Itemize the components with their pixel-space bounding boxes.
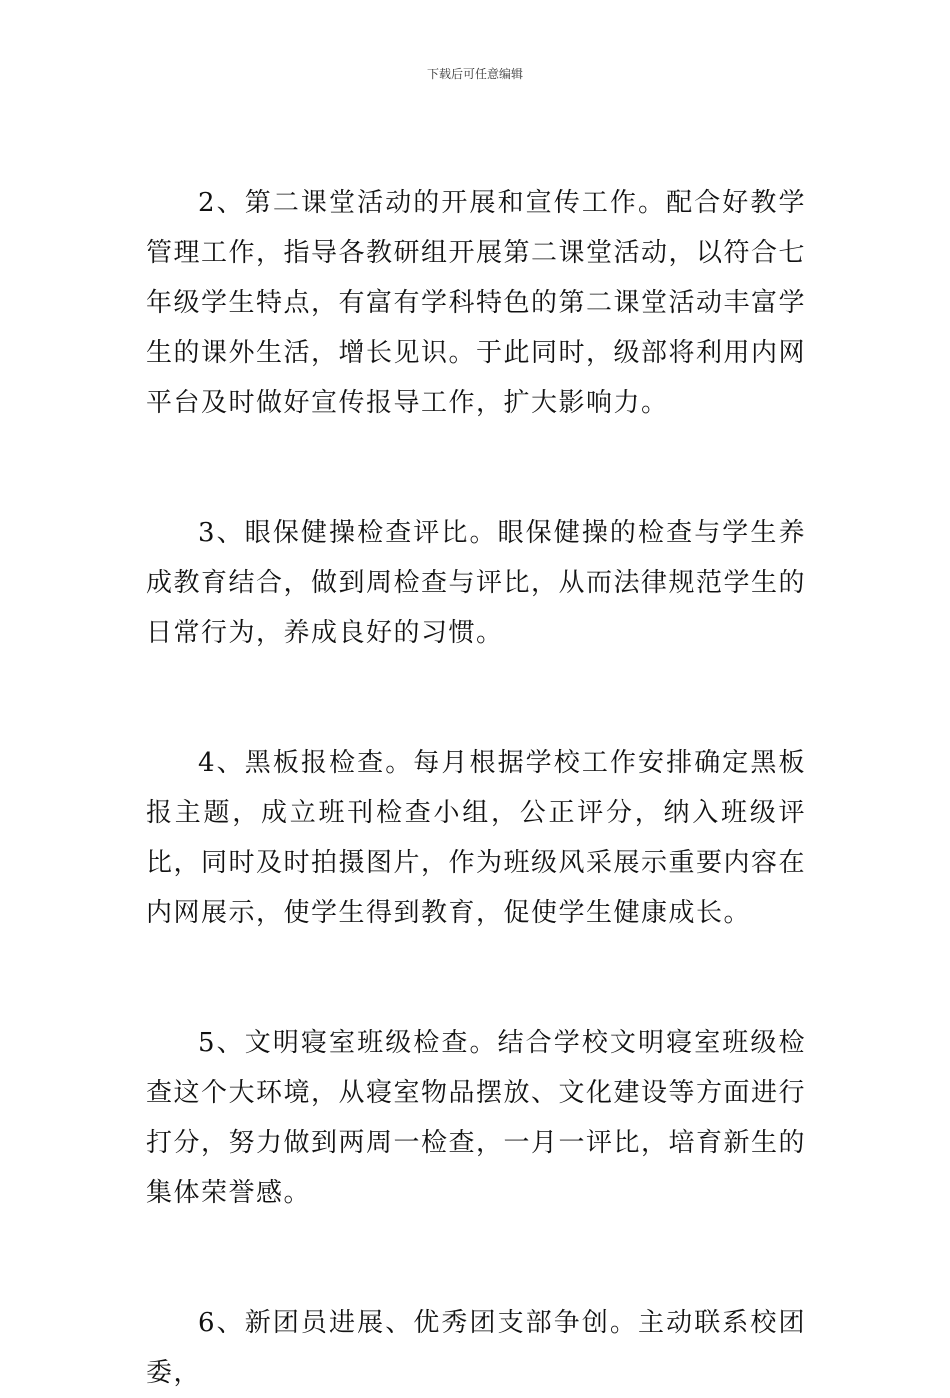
paragraph-item-2: 2、第二课堂活动的开展和宣传工作。配合好教学管理工作，指导各教研组开展第二课堂活动，以符合七年级学生特点，有富有学科特色的第二课堂活动丰富学生的课外生活，增长见识。于此同时，级部将利用内网平台及时做好宣传报导工作，扩大影响力。 <box>146 188 807 418</box>
paragraph-item-6: 6、新团员进展、优秀团支部争创。主动联系校团委， <box>146 1308 806 1388</box>
document-body <box>146 178 806 1398</box>
paragraph-item-3: 3、眼保健操检查评比。眼保健操的检查与学生养成教育结合，做到周检查与评比，从而法律规范学生的日常行为，养成良好的习惯。 <box>146 518 807 648</box>
page-header: 下载后可任意编辑 <box>426 67 523 81</box>
paragraph-item-4: 4、黑板报检查。每月根据学校工作安排确定黑板报主题，成立班刊检查小组，公正评分，纳入班级评比，同时及时拍摄图片，作为班级风采展示重要内容在内网展示，使学生得到教育，促使学生健康成长。 <box>146 748 807 928</box>
paragraph-item-5: 5、文明寝室班级检查。结合学校文明寝室班级检查这个大环境，从寝室物品摆放、文化建设等方面进行打分，努力做到两周一检查，一月一评比，培育新生的集体荣誉感。 <box>146 1028 807 1208</box>
